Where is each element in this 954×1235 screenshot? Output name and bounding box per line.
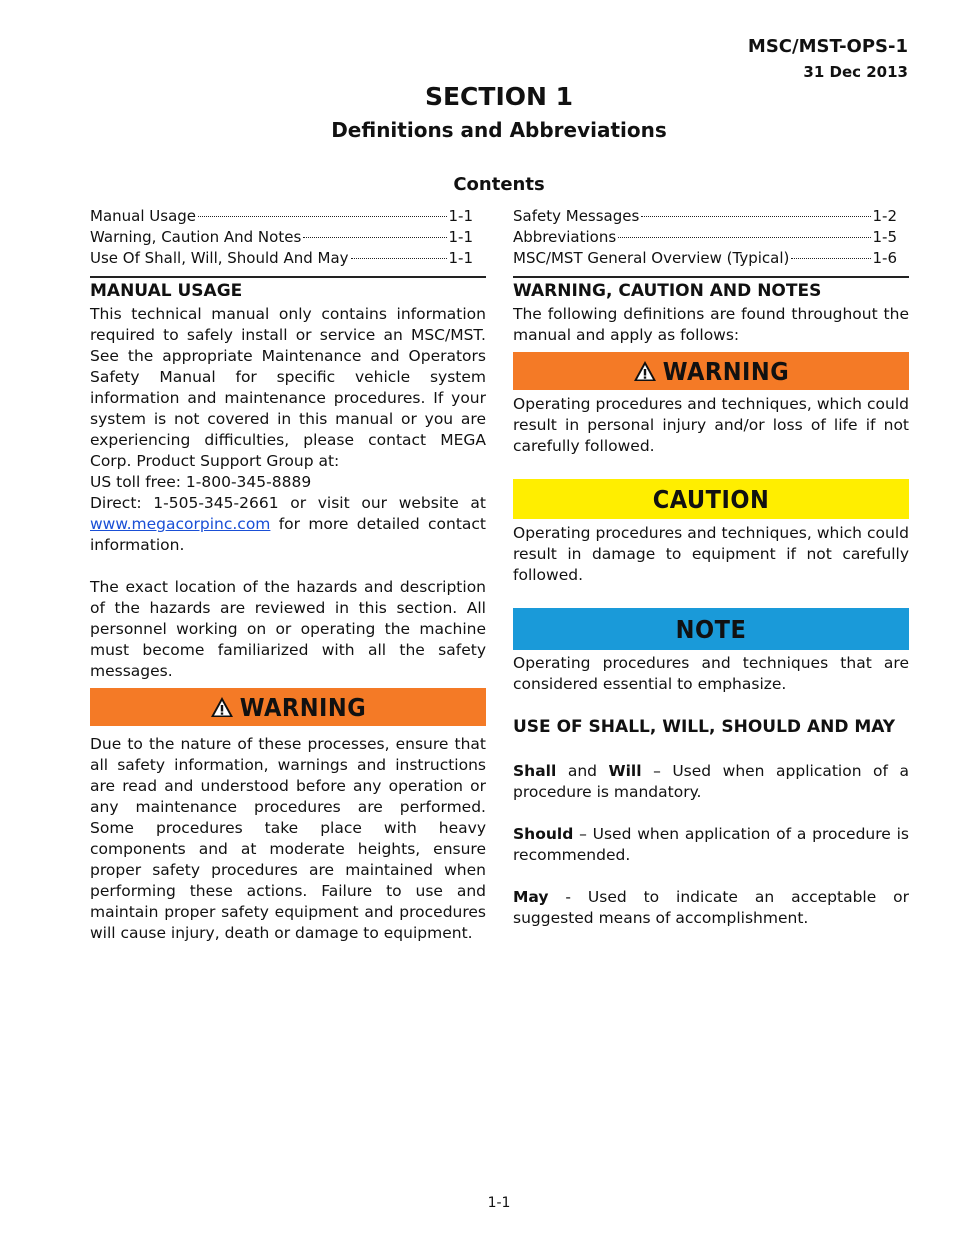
shall-heading: USE OF SHALL, WILL, SHOULD AND MAY [513,717,896,737]
caution-label: CAUTION [652,484,770,514]
warning-banner [90,688,486,726]
toc-page: 1-1 [448,228,473,246]
toc-label: Warning, Caution And Notes [90,228,302,246]
toc-leader [618,237,870,238]
and-text: and [556,762,609,780]
should-definition [513,824,909,866]
toc-entry[interactable] [513,248,897,269]
toc-page: 1-2 [872,207,897,225]
manual-usage-heading: MANUAL USAGE [90,281,243,301]
divider [513,276,909,278]
toc-page: 1-1 [448,249,473,267]
wcn-intro: The following definitions are found throughout the manual and apply as follows: [513,305,909,344]
warning-triangle-icon [633,360,657,382]
contents-heading: Contents [453,174,545,195]
toc-leader [641,216,870,217]
toc-leader [791,258,870,259]
toc-right-column [513,206,897,269]
shall-text: – Used when application of a procedure is mandatory. [513,762,910,801]
note-label: NOTE [675,614,747,644]
note-definition: Operating procedures and techniques that are considered essential to emphasize. [513,654,909,693]
direct-text: Direct: 1-505-345-2661 or visit our website at [90,494,486,512]
should-text: – Used when application of a procedure is recommended. [513,825,909,864]
hazards-paragraph: The exact location of the hazards and description of the hazards are reviewed in this section. All personnel working on or operating the machine must become familiarized with all the safety messages. [90,578,486,680]
toc-page: 1-1 [448,207,473,225]
toc-label: Manual Usage [90,207,197,225]
toc-leader [198,216,446,217]
website-line [90,514,486,556]
divider [90,276,486,278]
section-subtitle: Definitions and Abbreviations [331,118,667,142]
may-definition [513,887,909,929]
manual-usage-column [90,280,486,944]
shall-will-definition [513,761,909,803]
direct-contact [90,493,486,514]
manual-usage-paragraph: This technical manual only contains information required to safely install or service an MSC/MST. See the appropriate Maintenance and Operators Safety Manual for specific vehicle system information and maintenance procedures. If your system is not covered in this manual or you are experiencing difficulties, please contact MEGA Corp. Product Support Group at: [90,305,486,470]
warning-label: WARNING [662,356,790,386]
toc-label: MSC/MST General Overview (Typical) [513,249,790,267]
warning-banner [513,352,909,390]
toc-page: 1-6 [872,249,897,267]
warning-caution-notes-column [513,280,909,929]
toc-leader [351,258,447,259]
toc-entry[interactable] [90,206,473,227]
toc-entry[interactable] [513,227,897,248]
toc-label: Abbreviations [513,228,617,246]
shall-term: Shall [513,762,557,780]
warning-definition: Operating procedures and techniques, which could result in personal injury and/or loss of life if not carefully followed. [513,395,909,455]
toc-entry[interactable] [90,227,473,248]
toc-entry[interactable] [90,248,473,269]
document-id: MSC/MST-OPS-1 [747,36,908,57]
may-text: - Used to indicate an acceptable or suggested means of accomplishment. [513,888,909,927]
warning-text: Due to the nature of these processes, ensure that all safety information, warnings and instructions are read and understood before any operation or any maintenance procedures are performed. Some procedures take place with heavy components and at moderate heights, ensure proper safety procedures are maintained when performing these actions. Failure to use and maintain proper safety equipment and procedures will cause injury, death or damage to equipment. [90,735,486,942]
will-term: Will [608,762,642,780]
toc-left-column [90,206,473,269]
toc-page: 1-5 [872,228,897,246]
caution-banner [513,479,909,519]
page-number: 1-1 [487,1195,511,1211]
toc-leader [303,237,446,238]
caution-definition: Operating procedures and techniques, which could result in damage to equipment if not carefully followed. [513,524,909,584]
toll-free-number: US toll free: 1-800-345-8889 [90,473,312,491]
website-after-text: for more detailed contact information. [90,515,486,554]
toc-label: Safety Messages [513,207,640,225]
warning-label: WARNING [239,692,367,722]
warning-triangle-icon [210,696,234,718]
should-term: Should [513,825,574,843]
note-banner [513,608,909,650]
website-link[interactable]: www.megacorpinc.com [90,515,271,533]
may-term: May [513,888,549,906]
document-date: 31 Dec 2013 [803,63,908,81]
section-title: SECTION 1 [424,82,574,111]
toc-label: Use Of Shall, Will, Should And May [90,249,349,267]
toc-entry[interactable] [513,206,897,227]
wcn-heading: WARNING, CAUTION AND NOTES [513,281,822,301]
